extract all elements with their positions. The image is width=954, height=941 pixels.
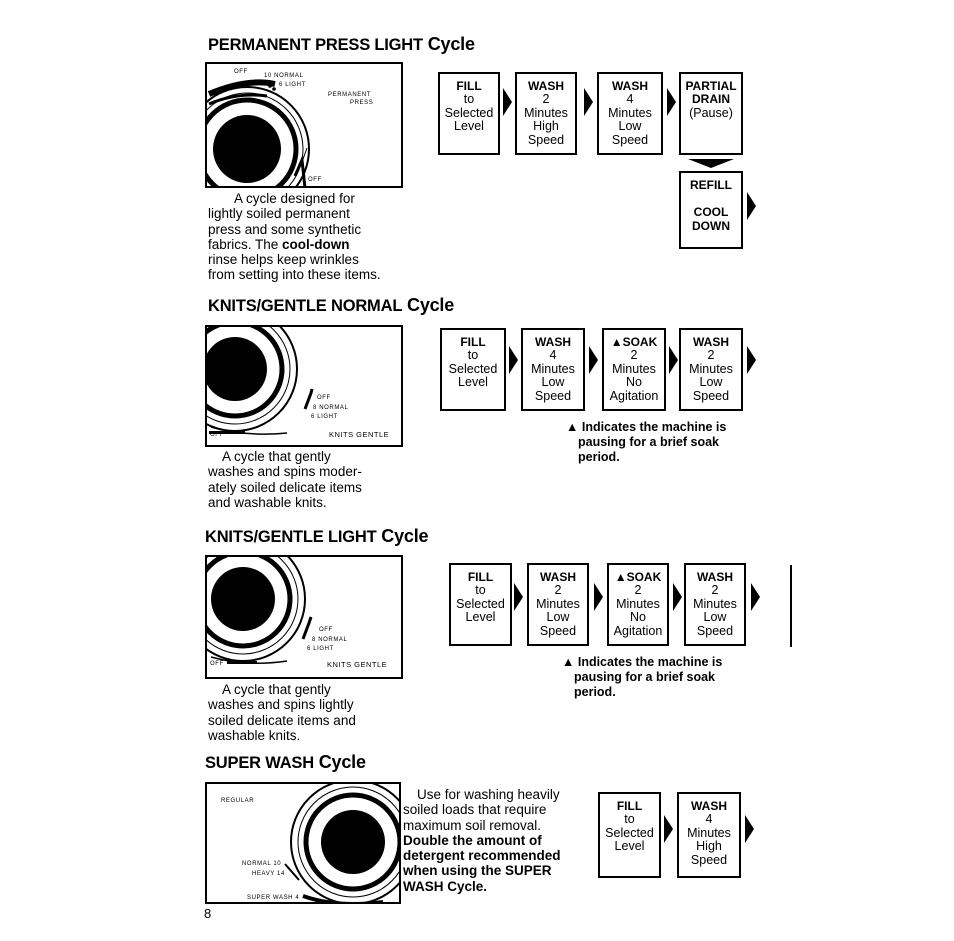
step-line: Agitation — [613, 623, 663, 638]
step-line: Minutes — [531, 361, 575, 376]
sw-desc-line: maximum soil removal. — [403, 817, 542, 833]
super-wash-title-suffix: Cycle — [318, 752, 366, 772]
pp-light-title — [208, 34, 475, 55]
kl-desc-line: washes and spins lightly — [208, 697, 354, 713]
flow-arrow-icon — [751, 583, 760, 611]
super-wash-dial-panel — [205, 782, 401, 904]
note-line: pausing for a brief soak — [578, 435, 720, 449]
kl-dial-normal: 8 NORMAL — [312, 637, 348, 643]
super-wash-description — [403, 787, 603, 894]
kl-dial-label: KNITS GENTLE — [327, 660, 388, 669]
step-line: Speed — [527, 132, 565, 147]
pp-desc-line: press and some synthetic — [208, 221, 362, 237]
step-line: 4 — [549, 348, 557, 363]
step-line: to — [467, 348, 479, 363]
step-line: (Pause) — [689, 105, 733, 120]
sw-dial-heavy: HEAVY 14 — [252, 871, 285, 877]
step-title: WASH — [693, 335, 729, 349]
step-title: WASH — [540, 570, 576, 584]
kn-dial-normal: 8 NORMAL — [313, 405, 349, 411]
sw-desc-line: when using the SUPER — [403, 863, 552, 879]
step-line: Level — [454, 119, 484, 134]
step-line: Selected — [448, 361, 498, 376]
step-title: WASH — [697, 570, 733, 584]
pp-dial-label2: PRESS — [350, 100, 374, 106]
sw-dial-normal: NORMAL 10 — [242, 861, 282, 867]
step-line: Selected — [605, 825, 654, 840]
step-line: Speed — [690, 852, 728, 867]
pp-dial-off-bottom: OFF — [308, 177, 322, 183]
note-line: period. — [574, 685, 616, 699]
step-line: Speed — [534, 388, 572, 403]
step-title: ▲SOAK — [610, 335, 658, 349]
knits-light-title-suffix: Cycle — [381, 526, 429, 546]
pp-desc-bold: cool-down — [282, 236, 350, 252]
step-title: FILL — [467, 570, 494, 584]
pp-desc-line: from setting into these items. — [208, 267, 381, 283]
flow-arrow-icon — [514, 583, 523, 611]
pp-step-fill — [438, 72, 500, 155]
step-line: 2 — [634, 583, 642, 598]
step-line: Low — [618, 119, 642, 134]
pp-step-wash-2 — [597, 72, 663, 155]
pp-light-title-caps: PERMANENT PRESS LIGHT — [208, 36, 423, 54]
page-number: 8 — [204, 906, 212, 921]
knits-light-dial-panel — [205, 555, 403, 679]
pp-light-description — [208, 191, 408, 283]
pp-desc-line — [208, 237, 408, 252]
note-line: pausing for a brief soak — [574, 670, 716, 684]
kl-dial-off-left: OFF — [210, 661, 224, 667]
kl-desc-line: soiled delicate items and — [208, 712, 356, 728]
step-line: DOWN — [692, 218, 730, 233]
pp-light-title-suffix: Cycle — [427, 34, 475, 54]
step-line: Minutes — [687, 825, 731, 840]
step-line: COOL — [693, 205, 729, 220]
pp-dial-off-top: OFF — [234, 69, 248, 75]
step-line: 2 — [630, 348, 638, 363]
note-line: ▲ Indicates the machine is — [562, 655, 723, 669]
sw-desc-line: Use for washing heavily — [417, 787, 560, 802]
vertical-rule — [790, 565, 792, 647]
step-title: PARTIAL — [685, 79, 737, 93]
kl-desc-line: A cycle that gently — [222, 682, 331, 697]
flow-arrow-icon — [584, 88, 593, 116]
pp-step-wash-1 — [515, 72, 577, 155]
sw-desc-line: WASH Cycle. — [403, 878, 488, 894]
flow-arrow-icon — [673, 583, 682, 611]
step-line: Agitation — [609, 388, 659, 403]
kn-dial-light: 6 LIGHT — [311, 414, 338, 420]
step-title: FILL — [460, 335, 486, 349]
kn-step-wash-1 — [521, 328, 585, 411]
knits-light-title — [205, 526, 428, 547]
step-line: Low — [699, 375, 723, 390]
knits-light-title-caps: KNITS/GENTLE LIGHT — [205, 528, 377, 546]
step-line: 4 — [626, 92, 634, 107]
kl-step-soak — [607, 563, 669, 646]
step-line: Low — [546, 610, 570, 625]
step-line: Minutes — [693, 596, 737, 611]
step-line: Level — [458, 375, 488, 390]
kn-soak-note — [566, 420, 726, 465]
step-line: Low — [703, 610, 727, 625]
flow-arrow-icon — [503, 88, 512, 116]
step-line: Level — [465, 610, 496, 625]
flow-arrow-icon — [747, 192, 756, 220]
step-line: to — [475, 583, 486, 598]
kl-step-fill — [449, 563, 512, 646]
flow-arrow-icon — [745, 815, 754, 843]
step-line: Low — [541, 375, 565, 390]
kn-dial-off: OFF — [317, 395, 331, 401]
step-line: Minutes — [616, 596, 660, 611]
kn-dial-off-left: OFF — [210, 432, 224, 438]
kl-dial-light: 6 LIGHT — [307, 646, 334, 652]
step-line: High — [533, 119, 559, 134]
flow-arrow-icon — [669, 346, 678, 374]
step-line: Minutes — [524, 105, 568, 120]
step-title: WASH — [691, 799, 727, 813]
step-title: FILL — [456, 79, 482, 93]
kn-dial-label: KNITS GENTLE — [329, 430, 390, 439]
kn-desc-line: ately soiled delicate items — [208, 479, 362, 495]
flow-arrow-icon — [747, 346, 756, 374]
step-line: Speed — [611, 132, 649, 147]
knits-normal-title-suffix: Cycle — [407, 295, 455, 315]
step-line: 2 — [707, 348, 715, 363]
knits-normal-dial-icon — [207, 327, 403, 447]
step-line: 2 — [711, 583, 719, 598]
sw-step-fill — [598, 792, 661, 878]
step-line: DRAIN — [692, 92, 730, 107]
step-line: Selected — [444, 105, 494, 120]
knits-normal-title — [208, 295, 454, 316]
kl-dial-off: OFF — [319, 627, 333, 633]
kl-desc-line: washable knits. — [208, 727, 301, 743]
pp-desc-line: rinse helps keep wrinkles — [208, 252, 359, 268]
step-line: Level — [614, 839, 645, 854]
kn-step-wash-2 — [679, 328, 743, 411]
pp-step-partial-drain — [679, 72, 743, 155]
knits-normal-title-caps: KNITS/GENTLE NORMAL — [208, 297, 403, 315]
kn-step-soak — [602, 328, 666, 411]
pp-desc-line: A cycle designed for — [234, 191, 355, 206]
sw-desc-line: Double the amount of — [403, 832, 542, 848]
sw-step-wash — [677, 792, 741, 878]
pp-desc-line: lightly soiled permanent — [208, 206, 350, 222]
step-title: WASH — [612, 79, 648, 93]
note-line: ▲ Indicates the machine is — [566, 420, 727, 434]
step-title: ▲SOAK — [614, 570, 662, 584]
flow-arrow-icon — [664, 815, 673, 843]
flow-arrow-icon — [594, 583, 603, 611]
pp-dial-normal: 10 NORMAL — [264, 73, 304, 79]
pp-step-refill-cooldown — [679, 171, 743, 249]
step-line: to — [624, 812, 635, 827]
note-line: period. — [578, 450, 620, 464]
knits-normal-dial-panel — [205, 325, 403, 447]
step-line: Speed — [539, 623, 577, 638]
step-line: High — [696, 839, 722, 854]
kn-desc-line: washes and spins moder- — [208, 464, 362, 480]
step-line: Minutes — [608, 105, 652, 120]
pp-dial-light: 6 LIGHT — [279, 82, 306, 88]
pp-light-dial-panel — [205, 62, 403, 188]
step-line: Selected — [456, 596, 505, 611]
kn-step-fill — [440, 328, 506, 411]
step-line: to — [463, 92, 475, 107]
sw-dial-regular: REGULAR — [221, 798, 255, 804]
step-title: FILL — [616, 799, 643, 813]
step-line: 4 — [705, 812, 713, 827]
step-line: 2 — [554, 583, 562, 598]
step-title: WASH — [535, 335, 571, 349]
step-title: WASH — [528, 79, 564, 93]
super-wash-title — [205, 752, 366, 773]
pp-dial-label1: PERMANENT — [328, 92, 372, 98]
flow-arrow-icon — [589, 346, 598, 374]
knits-normal-description — [208, 449, 408, 510]
step-line: Minutes — [689, 361, 733, 376]
step-line: Minutes — [536, 596, 580, 611]
step-line: Speed — [692, 388, 730, 403]
step-line: Minutes — [612, 361, 656, 376]
sw-desc-line: detergent recommended — [403, 848, 561, 864]
step-line: No — [626, 375, 642, 390]
step-line: 2 — [542, 92, 550, 107]
sw-dial-super: SUPER WASH 4 — [247, 895, 300, 901]
kl-step-wash-1 — [527, 563, 589, 646]
kl-soak-note — [562, 655, 722, 700]
step-line: Speed — [696, 623, 734, 638]
kn-desc-line: and washable knits. — [208, 494, 327, 510]
sw-desc-line: soiled loads that require — [403, 802, 547, 818]
flow-arrow-icon — [667, 88, 676, 116]
kl-step-wash-2 — [684, 563, 746, 646]
step-line: No — [630, 610, 646, 625]
pp-desc-line-start: fabrics. The — [208, 236, 283, 252]
kn-desc-line: A cycle that gently — [222, 449, 331, 464]
knits-light-description — [208, 682, 408, 743]
step-title: REFILL — [690, 178, 732, 192]
flow-arrow-icon — [509, 346, 518, 374]
super-wash-title-caps: SUPER WASH — [205, 754, 314, 772]
